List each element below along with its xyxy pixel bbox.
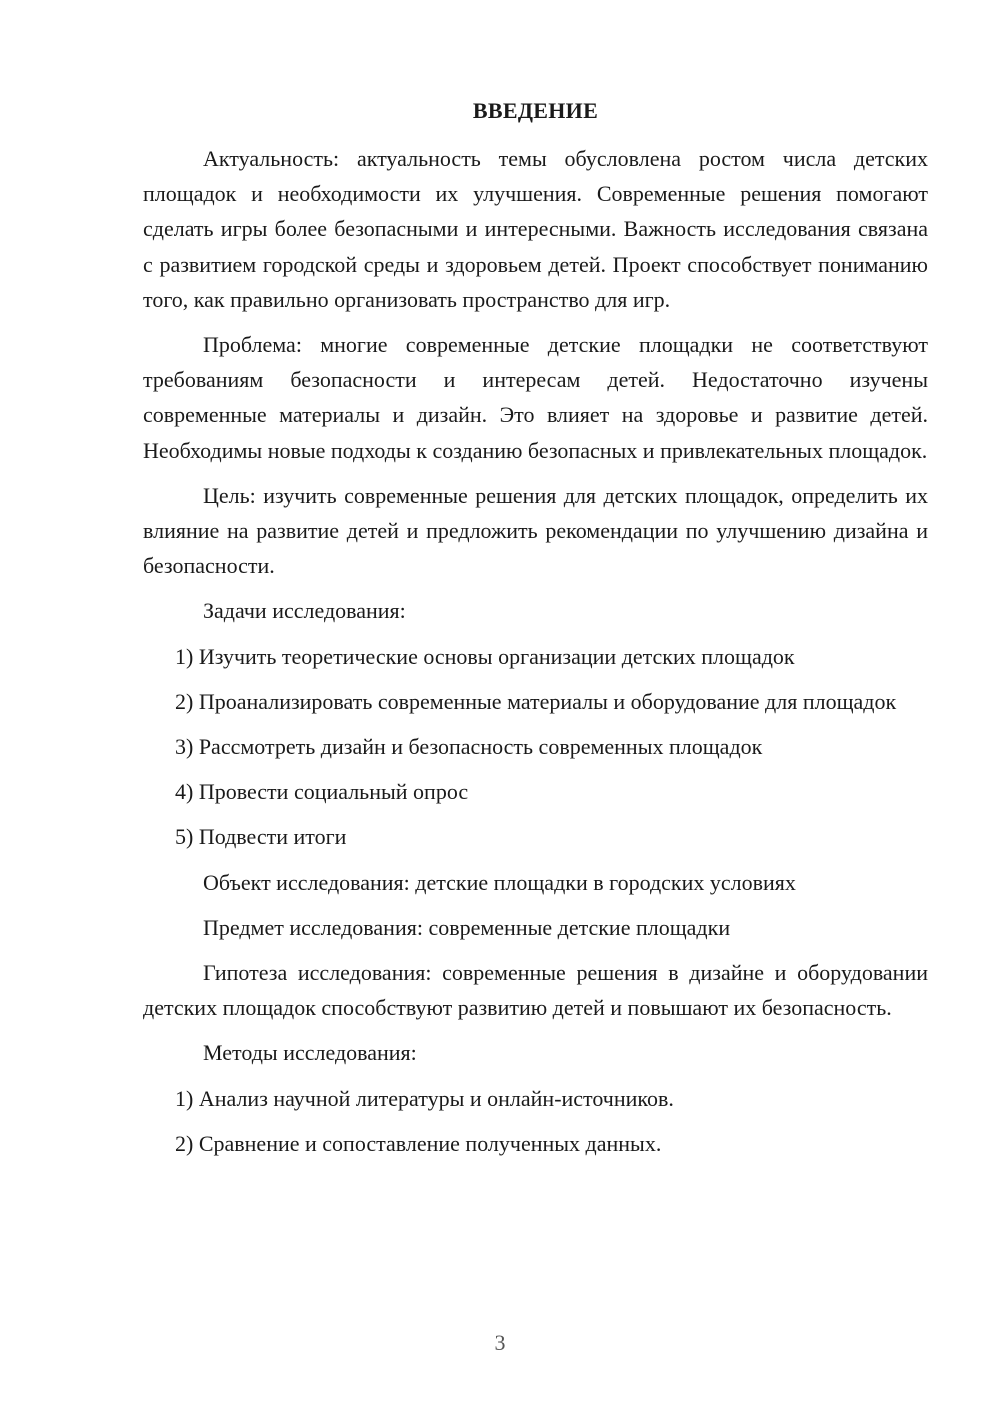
task-item-2: 2) Проанализировать современные материалы и оборудование для площадок <box>175 688 897 714</box>
method-item-1: 1) Анализ научной литературы и онлайн-источников. <box>175 1085 674 1111</box>
methods-heading: Методы исследования: <box>203 1040 417 1066</box>
page-content <box>143 94 928 1171</box>
page-number: 3 <box>494 1330 506 1355</box>
section-title: ВВЕДЕНИЕ <box>472 98 599 123</box>
method-item-2: 2) Сравнение и сопоставление полученных данных. <box>175 1130 662 1156</box>
task-item-1: 1) Изучить теоретические основы организации детских площадок <box>175 643 795 669</box>
tasks-heading: Задачи исследования: <box>203 598 406 624</box>
subject-paragraph: Предмет исследования: современные детские площадки <box>203 914 731 940</box>
task-item-4: 4) Провести социальный опрос <box>175 779 469 805</box>
task-item-3: 3) Рассмотреть дизайн и безопасность современных площадок <box>175 734 763 760</box>
task-item-5: 5) Подвести итоги <box>175 824 347 850</box>
relevance-paragraph: Актуальность: актуальность темы обусловлена ростом числа детских площадок и необходимости их улучшения. Современные решения помогают сделать игры более безопасными и интересными. Важность исследования связана с развитием городской среды и здоровьем детей. Проект способствует пониманию того, как правильно организовать пространство для игр. <box>143 146 928 312</box>
problem-paragraph: Проблема: многие современные детские площадки не соответствуют требованиям безопасности и интересам детей. Недостаточно изучены современные материалы и дизайн. Это влияет на здоровье и развитие детей. Необходимы новые подходы к созданию безопасных и привлекательных площадок. <box>143 332 928 463</box>
object-paragraph: Объект исследования: детские площадки в городских условиях <box>203 869 796 895</box>
hypothesis-paragraph: Гипотеза исследования: современные решения в дизайне и оборудовании детских площадок способствуют развитию детей и повышают их безопасность. <box>143 960 928 1021</box>
goal-paragraph: Цель: изучить современные решения для детских площадок, определить их влияние на развитие детей и предложить рекомендации по улучшению дизайна и безопасности. <box>143 482 928 579</box>
